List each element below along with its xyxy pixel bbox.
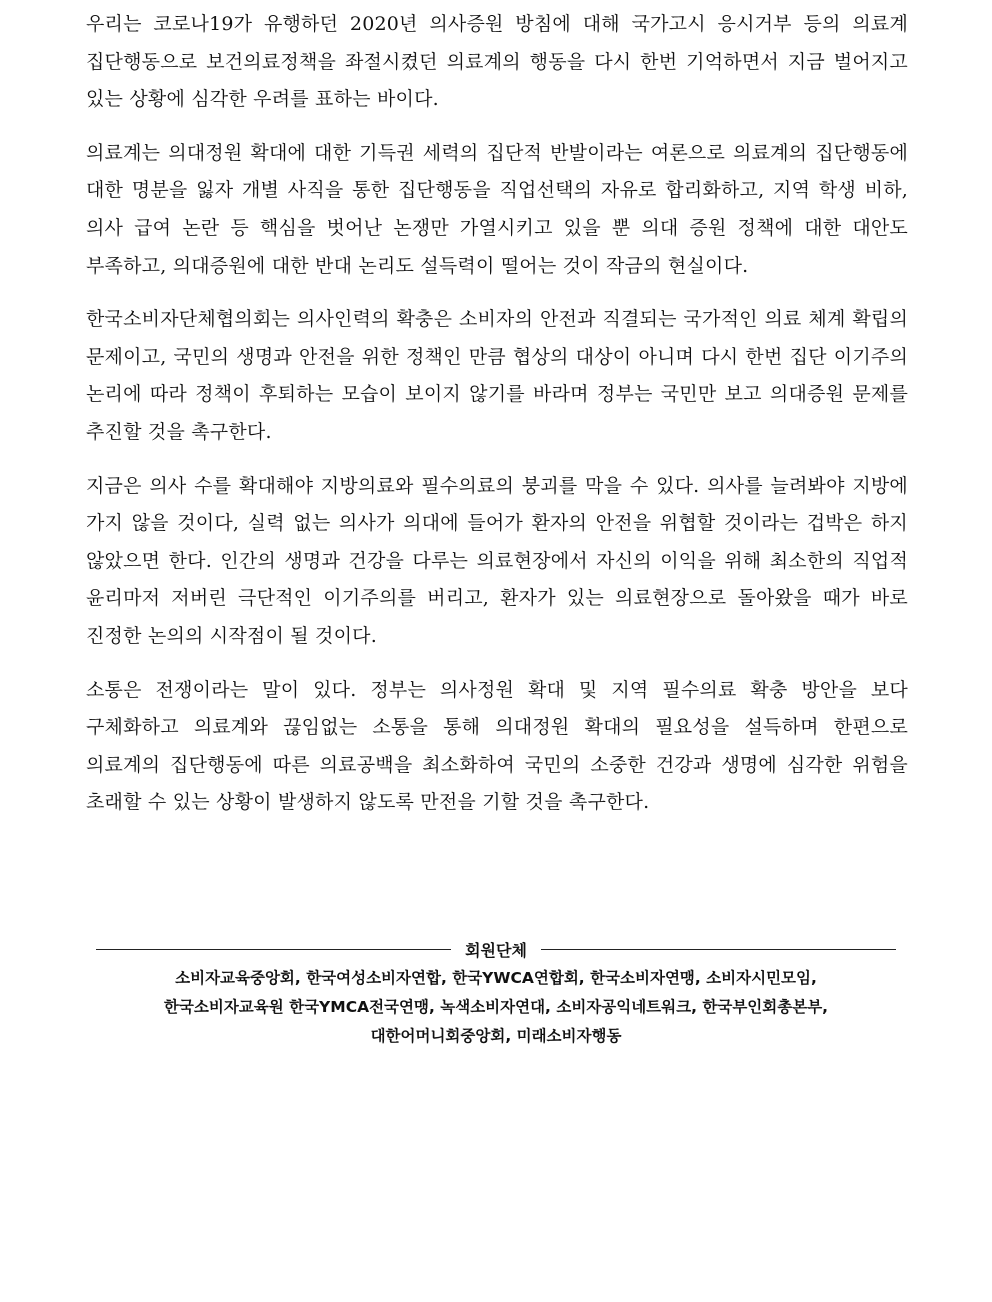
body-paragraph-1: 우리는 코로나19가 유행하던 2020년 의사증원 방침에 대해 국가고시 응시거부 등의 의료계 집단행동으로 보건의료정책을 좌절시켰던 의료계의 행동을 다시 한번 기억하면서 지금 벌어지고 있는 상황에 심각한 우려를 표하는 바이다. — [86, 13, 908, 111]
body-paragraph-3: 한국소비자단체협의회는 의사인력의 확충은 소비자의 안전과 직결되는 국가적인 의료 체계 확립의 문제이고, 국민의 생명과 안전을 위한 정책인 만큼 협상의 대상이 아니며 다시 한번 집단 이기주의 논리에 따라 정책이 후퇴하는 모습이 보이지 않기를 바라며 정부는 국민만 보고 의대증원 문제를 추진할 것을 촉구한다. — [86, 308, 908, 443]
body-paragraph-5: 소통은 전쟁이라는 말이 있다. 정부는 의사정원 확대 및 지역 필수의료 확충 방안을 보다 구체화하고 의료계와 끊임없는 소통을 통해 의대정원 확대의 필요성을 설득하며 한편으로 의료계의 집단행동에 따른 의료공백을 최소화하여 국민의 소중한 건강과 생명에 심각한 위험을 초래할 수 있는 상황이 발생하지 않도록 만전을 기할 것을 촉구한다. — [86, 678, 908, 814]
member-organizations-list — [96, 964, 896, 1051]
divider-left — [96, 949, 451, 950]
statement-body — [86, 6, 908, 838]
member-organizations — [96, 934, 896, 1051]
member-organizations-line-1: 소비자교육중앙회, 한국여성소비자연합, 한국YWCA연합회, 한국소비자연맹, 소비자시민모임, — [175, 969, 817, 987]
member-organizations-line-3: 대한어머니회중앙회, 미래소비자행동 — [370, 1027, 622, 1045]
member-organizations-header — [96, 934, 896, 964]
body-paragraph-4: 지금은 의사 수를 확대해야 지방의료와 필수의료의 붕괴를 막을 수 있다. 의사를 늘려봐야 지방에 가지 않을 것이다, 실력 없는 의사가 의대에 들어가 환자의 안전을 위협할 것이라는 겁박은 하지 않았으면 한다. 인간의 생명과 건강을 다루는 의료현장에서 자신의 이익을 위해 최소한의 직업적 윤리마저 저버린 극단적인 이기주의를 버리고, 환자가 있는 의료현장으로 돌아왔을 때가 바로 진정한 논의의 시작점이 될 것이다. — [86, 474, 908, 647]
member-organizations-line-2: 한국소비자교육원 한국YMCA전국연맹, 녹색소비자연대, 소비자공익네트워크, 한국부인회총본부, — [163, 998, 829, 1016]
body-paragraph-2: 의료계는 의대정원 확대에 대한 기득권 세력의 집단적 반발이라는 여론으로 의료계의 집단행동에 대한 명분을 잃자 개별 사직을 통한 집단행동을 직업선택의 자유로 합리화하고, 지역 학생 비하, 의사 급여 논란 등 핵심을 벗어난 논쟁만 가열시키고 있을 뿐 의대 증원 정책에 대한 대안도 부족하고, 의대증원에 대한 반대 논리도 설득력이 떨어는 것이 작금의 현실이다. — [86, 141, 908, 277]
divider-right — [541, 949, 896, 950]
member-organizations-title: 회원단체 — [465, 940, 527, 960]
